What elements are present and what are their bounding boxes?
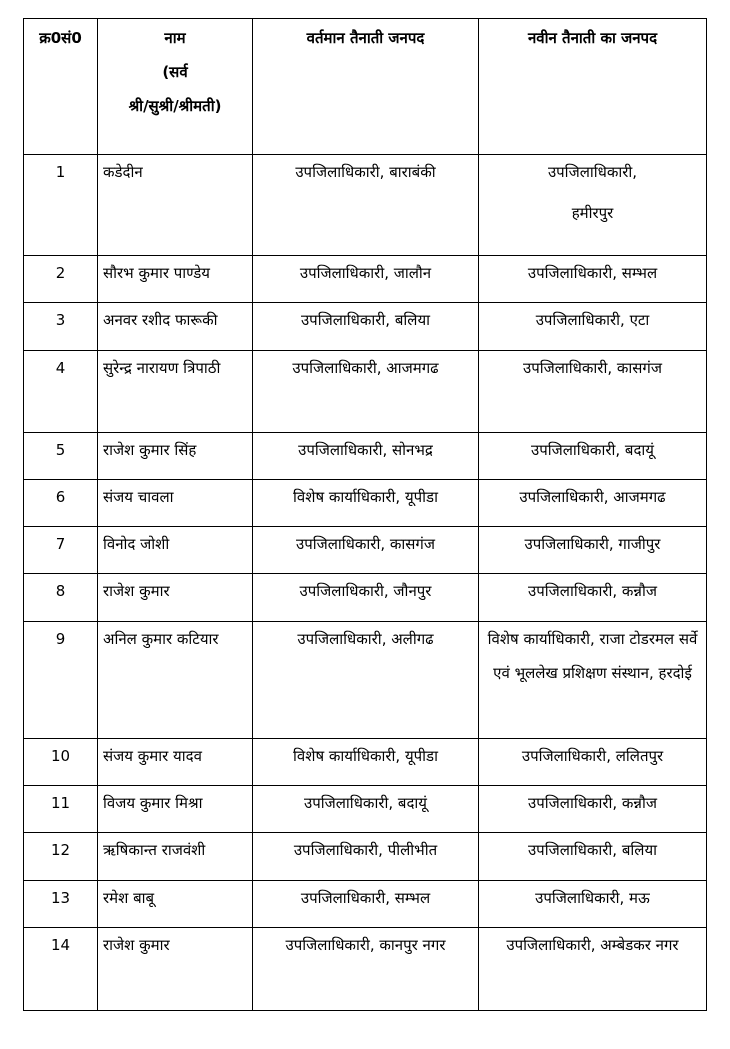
- serial-cell: 5: [24, 433, 98, 480]
- serial-cell: 14: [24, 928, 98, 1011]
- serial-cell: 9: [24, 622, 98, 739]
- new-district-cell: उपजिलाधिकारी, मऊ: [479, 881, 707, 928]
- header-serial: क्र0सं0: [24, 19, 98, 155]
- name-cell: सुरेन्द्र नारायण त्रिपाठी: [98, 351, 253, 433]
- table-row: [24, 574, 707, 622]
- table-row: [24, 351, 707, 433]
- current-district-cell: उपजिलाधिकारी, जालौन: [253, 256, 479, 303]
- new-district-cell: उपजिलाधिकारी, अम्बेडकर नगर: [479, 928, 707, 1011]
- header-name-sub1: (सर्व: [162, 63, 188, 81]
- table-row: [24, 256, 707, 303]
- new-district-cell: उपजिलाधिकारी, कासगंज: [479, 351, 707, 433]
- current-district-cell: विशेष कार्याधिकारी, यूपीडा: [253, 480, 479, 527]
- table-row: [24, 786, 707, 833]
- name-cell: सौरभ कुमार पाण्डेय: [98, 256, 253, 303]
- current-district-cell: उपजिलाधिकारी, पीलीभीत: [253, 833, 479, 881]
- current-district-cell: उपजिलाधिकारी, बदायूं: [253, 786, 479, 833]
- name-cell: राजेश कुमार: [98, 928, 253, 1011]
- name-cell: राजेश कुमार: [98, 574, 253, 622]
- new-district-line1: उपजिलाधिकारी,: [547, 163, 638, 181]
- current-district-cell: उपजिलाधिकारी, सोनभद्र: [253, 433, 479, 480]
- name-cell: विनोद जोशी: [98, 527, 253, 574]
- current-district-cell: उपजिलाधिकारी, बलिया: [253, 303, 479, 351]
- name-cell: अनवर रशीद फारूकी: [98, 303, 253, 351]
- table-row: [24, 739, 707, 786]
- name-cell: ऋषिकान्त राजवंशी: [98, 833, 253, 881]
- name-cell: राजेश कुमार सिंह: [98, 433, 253, 480]
- table-row: [24, 480, 707, 527]
- table-row: [24, 155, 707, 256]
- serial-cell: 2: [24, 256, 98, 303]
- name-cell: संजय चावला: [98, 480, 253, 527]
- serial-cell: 1: [24, 155, 98, 256]
- serial-cell: 10: [24, 739, 98, 786]
- current-district-cell: विशेष कार्याधिकारी, यूपीडा: [253, 739, 479, 786]
- new-district-cell: उपजिलाधिकारी, एटा: [479, 303, 707, 351]
- new-district-cell: उपजिलाधिकारी, बलिया: [479, 833, 707, 881]
- name-cell: अनिल कुमार कटियार: [98, 622, 253, 739]
- serial-cell: 13: [24, 881, 98, 928]
- table-row: [24, 928, 707, 1011]
- new-district-line2: हमीरपुर: [571, 204, 614, 222]
- new-district-cell: उपजिलाधिकारी, गाजीपुर: [479, 527, 707, 574]
- new-district-cell: उपजिलाधिकारी, आजमगढ: [479, 480, 707, 527]
- table-row: [24, 881, 707, 928]
- new-district-cell: उपजिलाधिकारी, सम्भल: [479, 256, 707, 303]
- current-district-cell: उपजिलाधिकारी, बाराबंकी: [253, 155, 479, 256]
- serial-cell: 11: [24, 786, 98, 833]
- serial-cell: 4: [24, 351, 98, 433]
- serial-cell: 6: [24, 480, 98, 527]
- name-cell: कडेदीन: [98, 155, 253, 256]
- current-district-cell: उपजिलाधिकारी, कासगंज: [253, 527, 479, 574]
- new-district-cell: विशेष कार्याधिकारी, राजा टोडरमल सर्वे एवं भूललेख प्रशिक्षण संस्थान, हरदोई: [479, 622, 707, 739]
- header-name: [98, 19, 253, 155]
- current-district-cell: उपजिलाधिकारी, अलीगढ: [253, 622, 479, 739]
- document-page: [23, 18, 706, 1011]
- new-district-cell: उपजिलाधिकारी, कन्नौज: [479, 786, 707, 833]
- header-new-district: नवीन तैनाती का जनपद: [479, 19, 707, 155]
- serial-cell: 7: [24, 527, 98, 574]
- new-district-cell: उपजिलाधिकारी, कन्नौज: [479, 574, 707, 622]
- header-name-sub2: श्री/सुश्री/श्रीमती): [128, 97, 222, 115]
- table-row: [24, 433, 707, 480]
- transfer-table: [23, 18, 707, 1011]
- new-district-cell: [479, 155, 707, 256]
- header-current-district: वर्तमान तैनाती जनपद: [253, 19, 479, 155]
- table-row: [24, 303, 707, 351]
- current-district-cell: उपजिलाधिकारी, कानपुर नगर: [253, 928, 479, 1011]
- serial-cell: 3: [24, 303, 98, 351]
- serial-cell: 12: [24, 833, 98, 881]
- new-district-cell: उपजिलाधिकारी, ललितपुर: [479, 739, 707, 786]
- current-district-cell: उपजिलाधिकारी, आजमगढ: [253, 351, 479, 433]
- new-district-cell: उपजिलाधिकारी, बदायूं: [479, 433, 707, 480]
- serial-cell: 8: [24, 574, 98, 622]
- current-district-cell: उपजिलाधिकारी, जौनपुर: [253, 574, 479, 622]
- header-name-label: नाम: [164, 29, 186, 47]
- name-cell: विजय कुमार मिश्रा: [98, 786, 253, 833]
- name-cell: संजय कुमार यादव: [98, 739, 253, 786]
- table-row: [24, 833, 707, 881]
- table-row: [24, 622, 707, 739]
- current-district-cell: उपजिलाधिकारी, सम्भल: [253, 881, 479, 928]
- name-cell: रमेश बाबू: [98, 881, 253, 928]
- table-row: [24, 527, 707, 574]
- table-header-row: [24, 19, 707, 155]
